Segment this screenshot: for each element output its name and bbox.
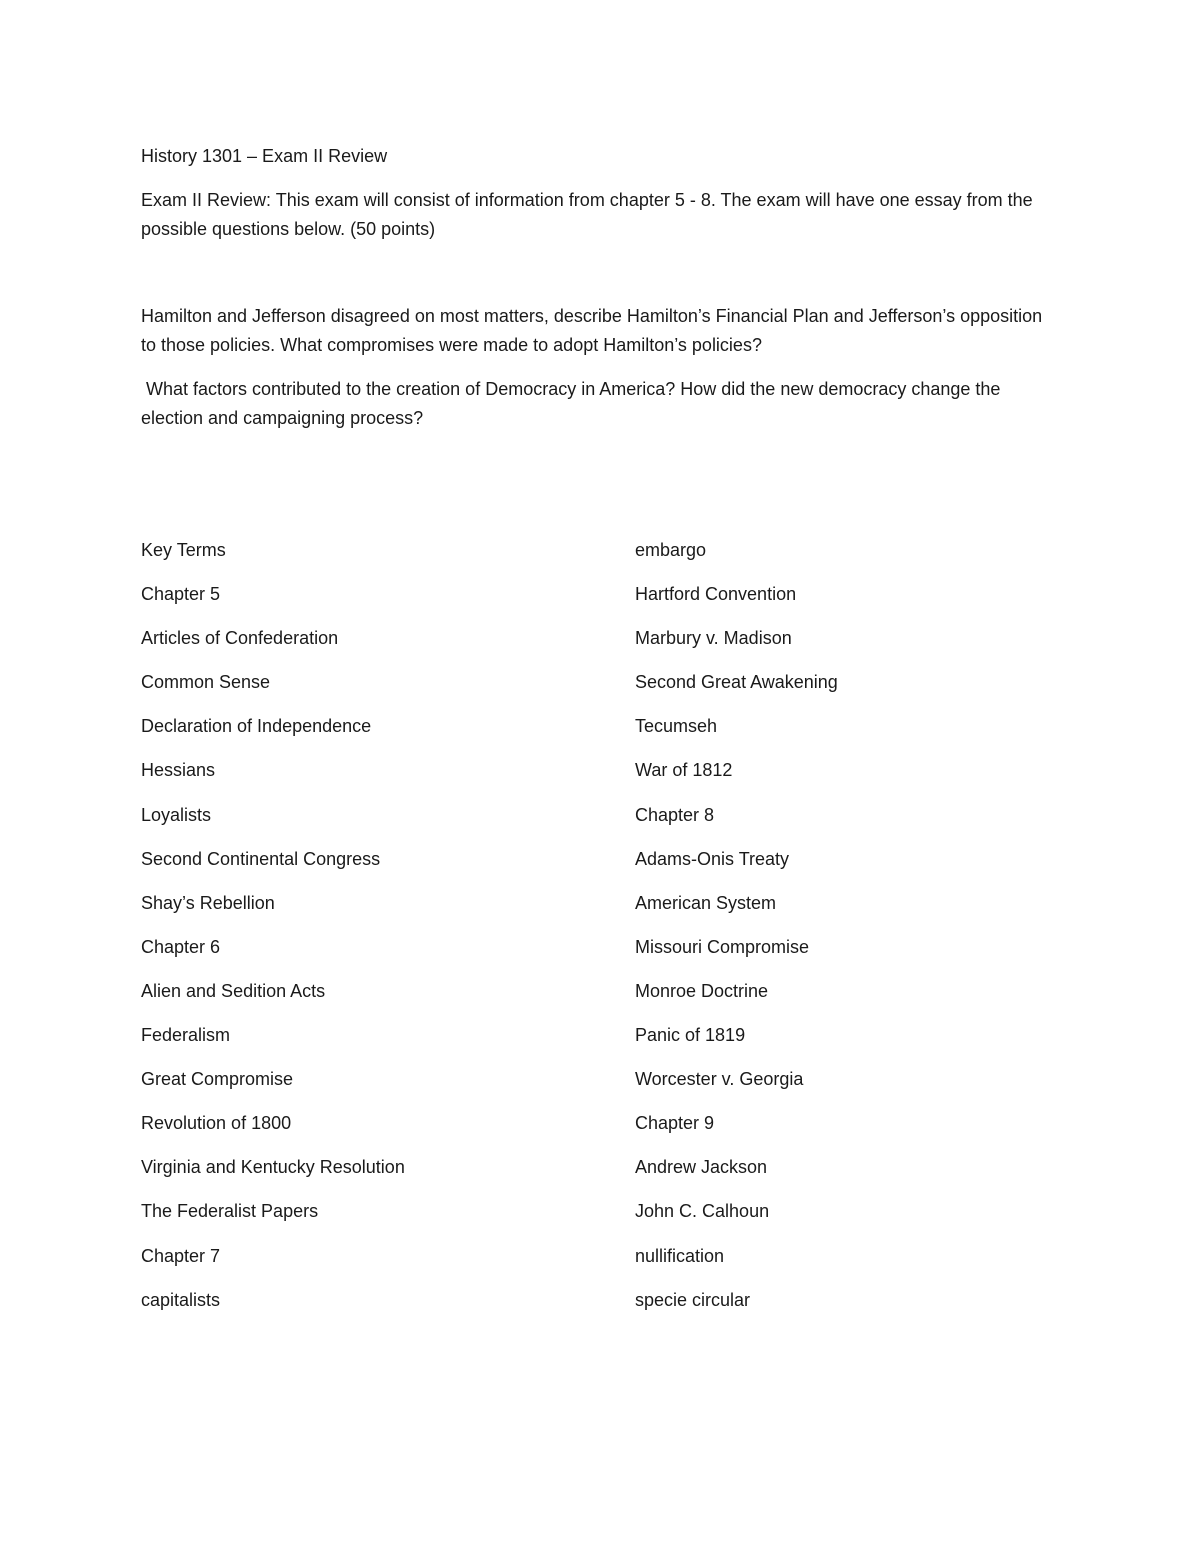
key-term: Chapter 9 xyxy=(635,1113,715,1134)
key-term: Common Sense xyxy=(141,672,271,693)
key-term: Hartford Convention xyxy=(635,584,797,605)
key-term: Virginia and Kentucky Resolution xyxy=(141,1157,405,1178)
key-term: American System xyxy=(635,892,777,913)
key-term: Articles of Confederation xyxy=(141,628,339,649)
key-terms-left-column xyxy=(141,536,405,1330)
key-term: embargo xyxy=(635,540,707,560)
key-term: Great Compromise xyxy=(141,1069,294,1090)
essay-question-1: Hamilton and Jefferson disagreed on most matters, describe Hamilton’s Financial Plan and Jefferson’s opposition to those policies. What compromises were made to adopt Hamilton’s policies? xyxy=(141,306,1043,355)
key-term: Chapter 7 xyxy=(141,1245,221,1266)
key-term: Revolution of 1800 xyxy=(141,1113,292,1134)
key-term: Missouri Compromise xyxy=(635,936,810,957)
key-term: specie circular xyxy=(635,1289,751,1310)
key-term: Shay’s Rebellion xyxy=(141,892,275,913)
key-term: Alien and Sedition Acts xyxy=(141,980,326,1001)
key-term: Panic of 1819 xyxy=(635,1025,746,1046)
key-terms-right-column xyxy=(635,536,838,1330)
key-term: capitalists xyxy=(141,1289,221,1310)
key-term: nullification xyxy=(635,1245,725,1266)
key-term: Loyalists xyxy=(141,804,212,825)
essay-question-2: What factors contributed to the creation of Democracy in America? How did the new democracy change the election and campaigning process? xyxy=(141,379,1006,428)
key-term: Second Continental Congress xyxy=(141,848,381,869)
key-term: John C. Calhoun xyxy=(635,1201,770,1222)
exam-intro-paragraph: Exam II Review: This exam will consist of information from chapter 5 - 8. The exam will have one essay from the possible questions below. (50 points) xyxy=(141,190,1033,239)
key-term: Chapter 5 xyxy=(141,584,221,605)
document-title: History 1301 – Exam II Review xyxy=(141,146,388,166)
key-term: Chapter 6 xyxy=(141,936,221,957)
key-term: Monroe Doctrine xyxy=(635,980,769,1001)
key-term: Tecumseh xyxy=(635,716,718,737)
key-term: Key Terms xyxy=(141,540,226,560)
key-term: Federalism xyxy=(141,1025,231,1046)
key-term: War of 1812 xyxy=(635,760,733,781)
key-term: Chapter 8 xyxy=(635,804,715,825)
key-term: Hessians xyxy=(141,760,216,781)
key-term: Marbury v. Madison xyxy=(635,628,792,649)
key-term: Adams-Onis Treaty xyxy=(635,848,790,869)
key-term: The Federalist Papers xyxy=(141,1201,319,1222)
key-term: Andrew Jackson xyxy=(635,1157,768,1178)
key-term: Declaration of Independence xyxy=(141,716,372,737)
key-term: Worcester v. Georgia xyxy=(635,1069,804,1090)
key-term: Second Great Awakening xyxy=(635,672,838,693)
